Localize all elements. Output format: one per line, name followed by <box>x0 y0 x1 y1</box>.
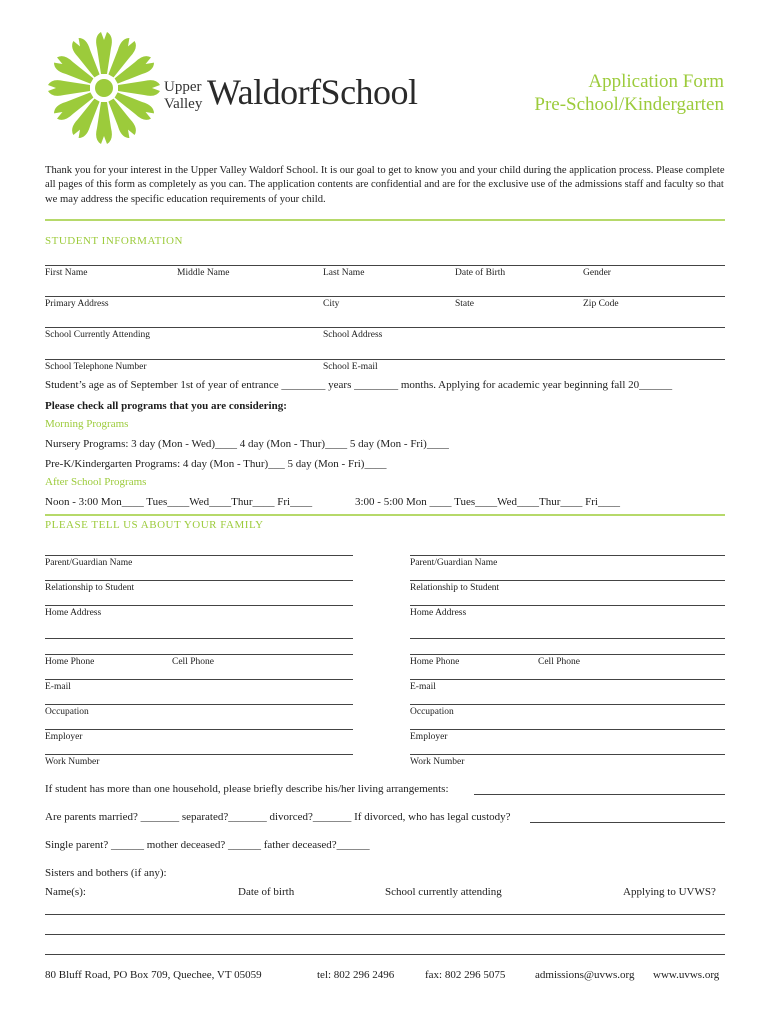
parent1-name-label: Parent/Guardian Name <box>45 558 133 568</box>
programs-heading: Please check all programs that you are considering: <box>45 400 287 412</box>
brand-upper: Upper <box>164 79 202 95</box>
title-line2: Pre-School/Kindergarten <box>534 94 724 115</box>
sibling-dob-label: Date of birth <box>238 886 295 898</box>
sibling-applying-label: Applying to UVWS? <box>623 886 716 898</box>
student-age-line[interactable]: Student’s age as of September 1st of year of entrance ________ years ________ months. Applying for academic year beginning fall 20______ <box>45 379 673 391</box>
parent1-address-line[interactable] <box>45 605 353 606</box>
parent1-email-label: E-mail <box>45 682 71 692</box>
nursery-programs[interactable]: Nursery Programs: 3 day (Mon - Wed)____ 4 day (Mon - Thur)____ 5 day (Mon - Fri)____ <box>45 438 449 450</box>
page-title <box>534 70 724 116</box>
sibling-names-label: Name(s): <box>45 886 86 898</box>
footer-tel: tel: 802 296 2496 <box>317 969 395 981</box>
first-name-label: First Name <box>45 268 88 278</box>
parent2-employer-line[interactable] <box>410 729 725 730</box>
parent1-address-label: Home Address <box>45 608 102 618</box>
title-line1: Application Form <box>588 71 724 92</box>
parent2-email-label: E-mail <box>410 682 436 692</box>
footer-fax: fax: 802 296 5075 <box>425 969 506 981</box>
parent1-phone-line[interactable] <box>45 654 353 655</box>
parent2-address-line2[interactable] <box>410 638 725 639</box>
parent2-occupation-label: Occupation <box>410 707 454 717</box>
zip-label: Zip Code <box>583 299 619 309</box>
brand-name: WaldorfSchool <box>207 72 418 112</box>
first-name-line[interactable] <box>45 265 725 266</box>
parent2-address-line[interactable] <box>410 605 725 606</box>
parent2-name-line[interactable] <box>410 555 725 556</box>
school-address-label: School Address <box>323 330 383 340</box>
sibling-line-3[interactable] <box>45 954 725 955</box>
section-divider <box>45 219 725 221</box>
family-section-heading: PLEASE TELL US ABOUT YOUR FAMILY <box>45 519 264 531</box>
parent1-home-phone-label: Home Phone <box>45 657 95 667</box>
household-answer-line[interactable] <box>474 794 725 795</box>
parent1-email-line[interactable] <box>45 679 353 680</box>
single-parent-question[interactable]: Single parent? ______ mother deceased? ______ father deceased?______ <box>45 839 370 851</box>
footer-email[interactable]: admissions@uvws.org <box>535 969 635 981</box>
parent1-work-number-label: Work Number <box>45 757 100 767</box>
middle-name-label: Middle Name <box>177 268 230 278</box>
parent2-work-number-label: Work Number <box>410 757 465 767</box>
parent2-cell-phone-label: Cell Phone <box>538 657 580 667</box>
school-contact-line[interactable] <box>45 359 725 360</box>
parent2-address-label: Home Address <box>410 608 467 618</box>
dob-label: Date of Birth <box>455 268 506 278</box>
siblings-heading: Sisters and bothers (if any): <box>45 867 167 879</box>
last-name-label: Last Name <box>323 268 365 278</box>
parent2-home-phone-label: Home Phone <box>410 657 460 667</box>
parent2-occupation-line[interactable] <box>410 704 725 705</box>
parent2-name-label: Parent/Guardian Name <box>410 558 498 568</box>
after-school-afternoon[interactable]: 3:00 - 5:00 Mon ____ Tues____Wed____Thur____ Fri____ <box>355 496 620 508</box>
morning-programs-heading: Morning Programs <box>45 418 129 430</box>
gender-label: Gender <box>583 268 611 278</box>
parent2-relationship-line[interactable] <box>410 580 725 581</box>
school-line[interactable] <box>45 327 725 328</box>
parent2-work-line[interactable] <box>410 754 725 755</box>
parent2-relationship-label: Relationship to Student <box>410 583 500 593</box>
after-school-noon[interactable]: Noon - 3:00 Mon____ Tues____Wed____Thur____ Fri____ <box>45 496 313 508</box>
brand-valley: Valley <box>164 96 203 112</box>
parent1-employer-label: Employer <box>45 732 83 742</box>
parent1-occupation-line[interactable] <box>45 704 353 705</box>
custody-answer-line[interactable] <box>530 822 725 823</box>
school-phone-label: School Telephone Number <box>45 362 147 372</box>
sibling-line-2[interactable] <box>45 934 725 935</box>
married-question: Are parents married? _______ separated?_______ divorced?_______ If divorced, who has legal custody? <box>45 811 511 823</box>
parent1-employer-line[interactable] <box>45 729 353 730</box>
family-divider <box>45 514 725 516</box>
parent2-phone-line[interactable] <box>410 654 725 655</box>
parent1-relationship-line[interactable] <box>45 580 353 581</box>
footer-address: 80 Bluff Road, PO Box 709, Quechee, VT 05059 <box>45 969 262 981</box>
state-label: State <box>455 299 474 309</box>
parent1-work-line[interactable] <box>45 754 353 755</box>
parent1-occupation-label: Occupation <box>45 707 89 717</box>
parent1-cell-phone-label: Cell Phone <box>172 657 214 667</box>
school-logo-icon <box>46 30 162 146</box>
after-school-heading: After School Programs <box>45 476 147 488</box>
parent2-employer-label: Employer <box>410 732 448 742</box>
parent1-address-line2[interactable] <box>45 638 353 639</box>
parent2-email-line[interactable] <box>410 679 725 680</box>
sibling-line-1[interactable] <box>45 914 725 915</box>
primary-address-label: Primary Address <box>45 299 109 309</box>
household-question: If student has more than one household, please briefly describe his/her living arrangements: <box>45 783 449 795</box>
city-label: City <box>323 299 340 309</box>
prek-programs[interactable]: Pre-K/Kindergarten Programs: 4 day (Mon - Thur)___ 5 day (Mon - Fri)____ <box>45 458 387 470</box>
school-attending-label: School Currently Attending <box>45 330 151 340</box>
address-line[interactable] <box>45 296 725 297</box>
intro-paragraph: Thank you for your interest in the Upper Valley Waldorf School. It is our goal to get to know you and your child during the application process. Please complete all pages of this form as completely as you can. The application contents are confidential and are for the exclusive use of the admissions staff and faculty so that we may address the specific education requirements of your child. <box>45 165 725 205</box>
parent1-name-line[interactable] <box>45 555 353 556</box>
sibling-school-label: School currently attending <box>385 886 502 898</box>
school-email-label: School E-mail <box>323 362 378 372</box>
footer-website[interactable]: www.uvws.org <box>653 969 720 981</box>
parent1-relationship-label: Relationship to Student <box>45 583 135 593</box>
student-section-heading: STUDENT INFORMATION <box>45 235 183 247</box>
